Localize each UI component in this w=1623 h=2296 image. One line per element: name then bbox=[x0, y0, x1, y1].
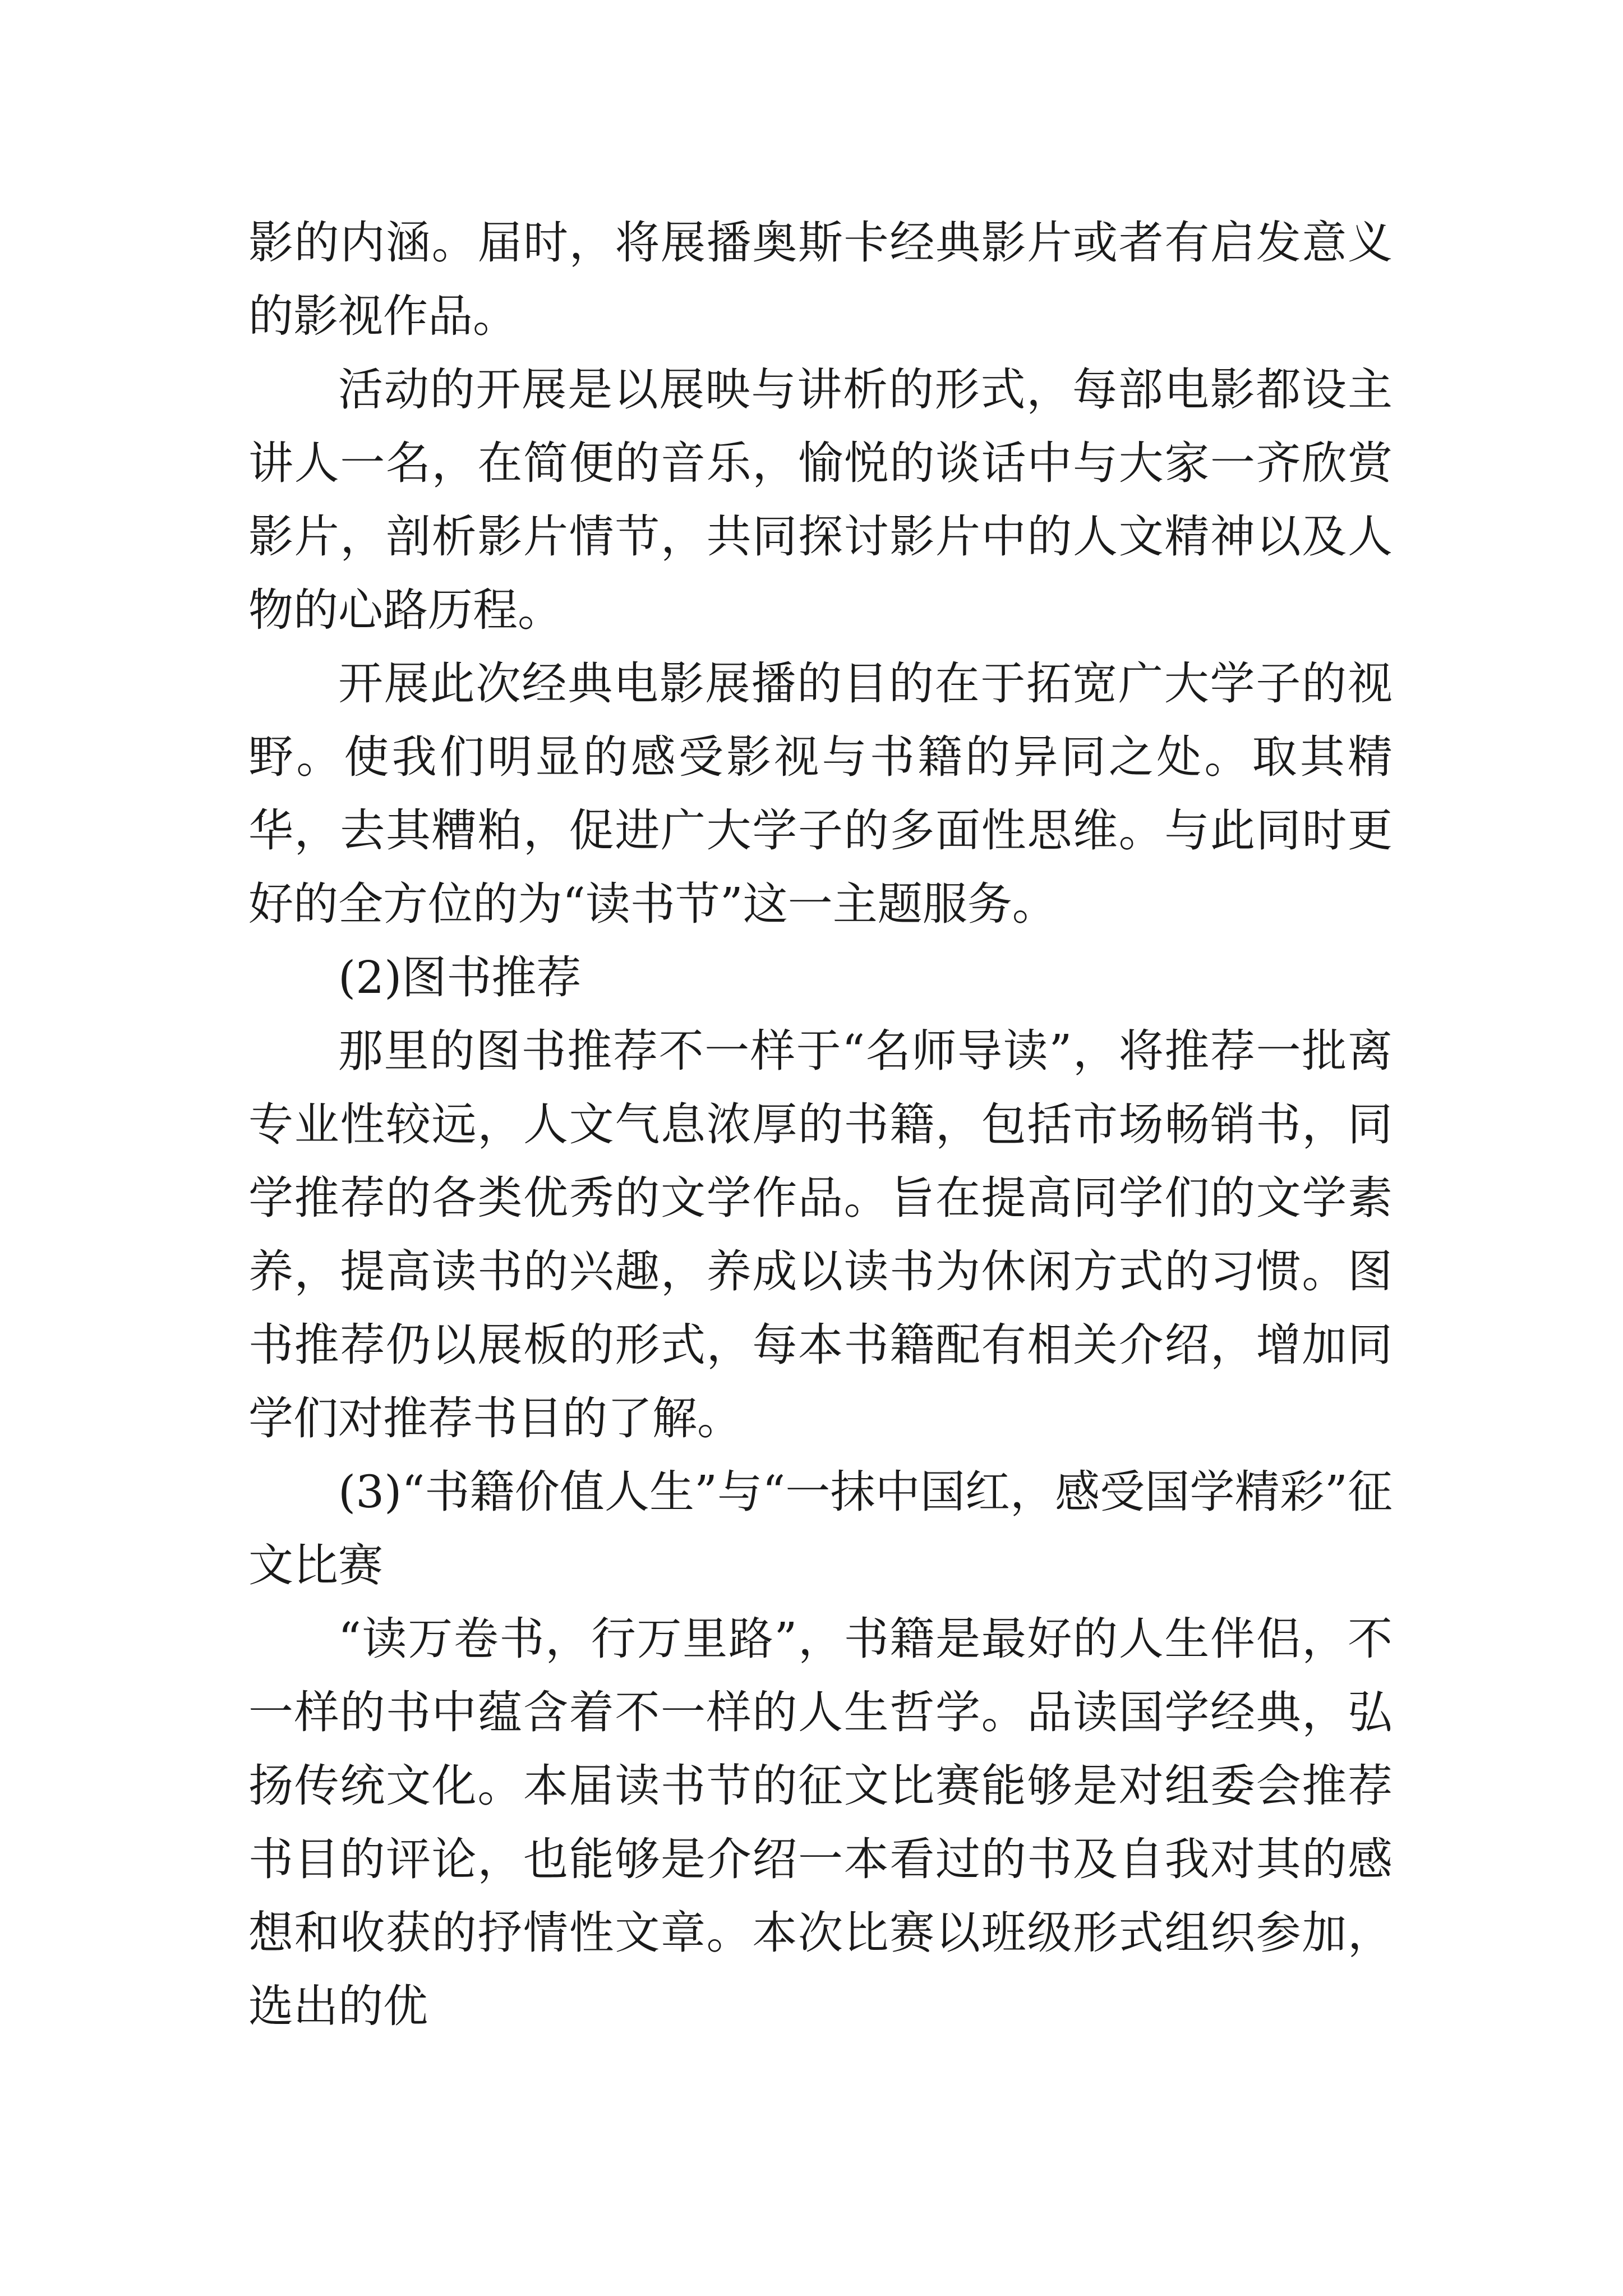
paragraph-book-recommend: 那里的图书推荐不一样于“名师导读”，将推荐一批离专业性较远，人文气息浓厚的书籍，包括市场畅销书，同学推荐的各类优秀的文学作品。旨在提高同学们的文学素养，提高读书的兴趣，养成以读书为休闲方式的习惯。图书推荐仍以展板的形式，每本书籍配有相关介绍，增加同学们对推荐书目的了解。 bbox=[248, 1025, 1393, 1444]
heading-essay-contest: (3)“书籍价值人生”与“一抹中国红，感受国学精彩”征文比赛 bbox=[248, 1466, 1393, 1591]
heading-book-recommend: (2)图书推荐 bbox=[338, 951, 582, 1004]
paragraph-continuation: 影的内涵。届时，将展播奥斯卡经典影片或者有启发意义的影视作品。 bbox=[248, 217, 1393, 342]
paragraph-activity: 活动的开展是以展映与讲析的形式，每部电影都设主讲人一名，在简便的音乐，愉悦的谈话中与大家一齐欣赏影片，剖析影片情节，共同探讨影片中的人文精神以及人物的心路历程。 bbox=[248, 364, 1393, 636]
paragraph-essay-contest: “读万卷书，行万里路”，书籍是最好的人生伴侣，不一样的书中蕴含着不一样的人生哲学。品读国学经典，弘扬传统文化。本届读书节的征文比赛能够是对组委会推荐书目的评论，也能够是介绍一本看过的书及自我对其的感想和收获的抒情性文章。本次比赛以班级形式组织参加，选出的优 bbox=[248, 1613, 1393, 2032]
body-text bbox=[248, 206, 1393, 2043]
paragraph-purpose: 开展此次经典电影展播的目的在于拓宽广大学子的视野。使我们明显的感受影视与书籍的异同之处。取其精华，去其糟粕，促进广大学子的多面性思维。与此同时更好的全方位的为“读书节”这一主题服务。 bbox=[248, 657, 1393, 930]
